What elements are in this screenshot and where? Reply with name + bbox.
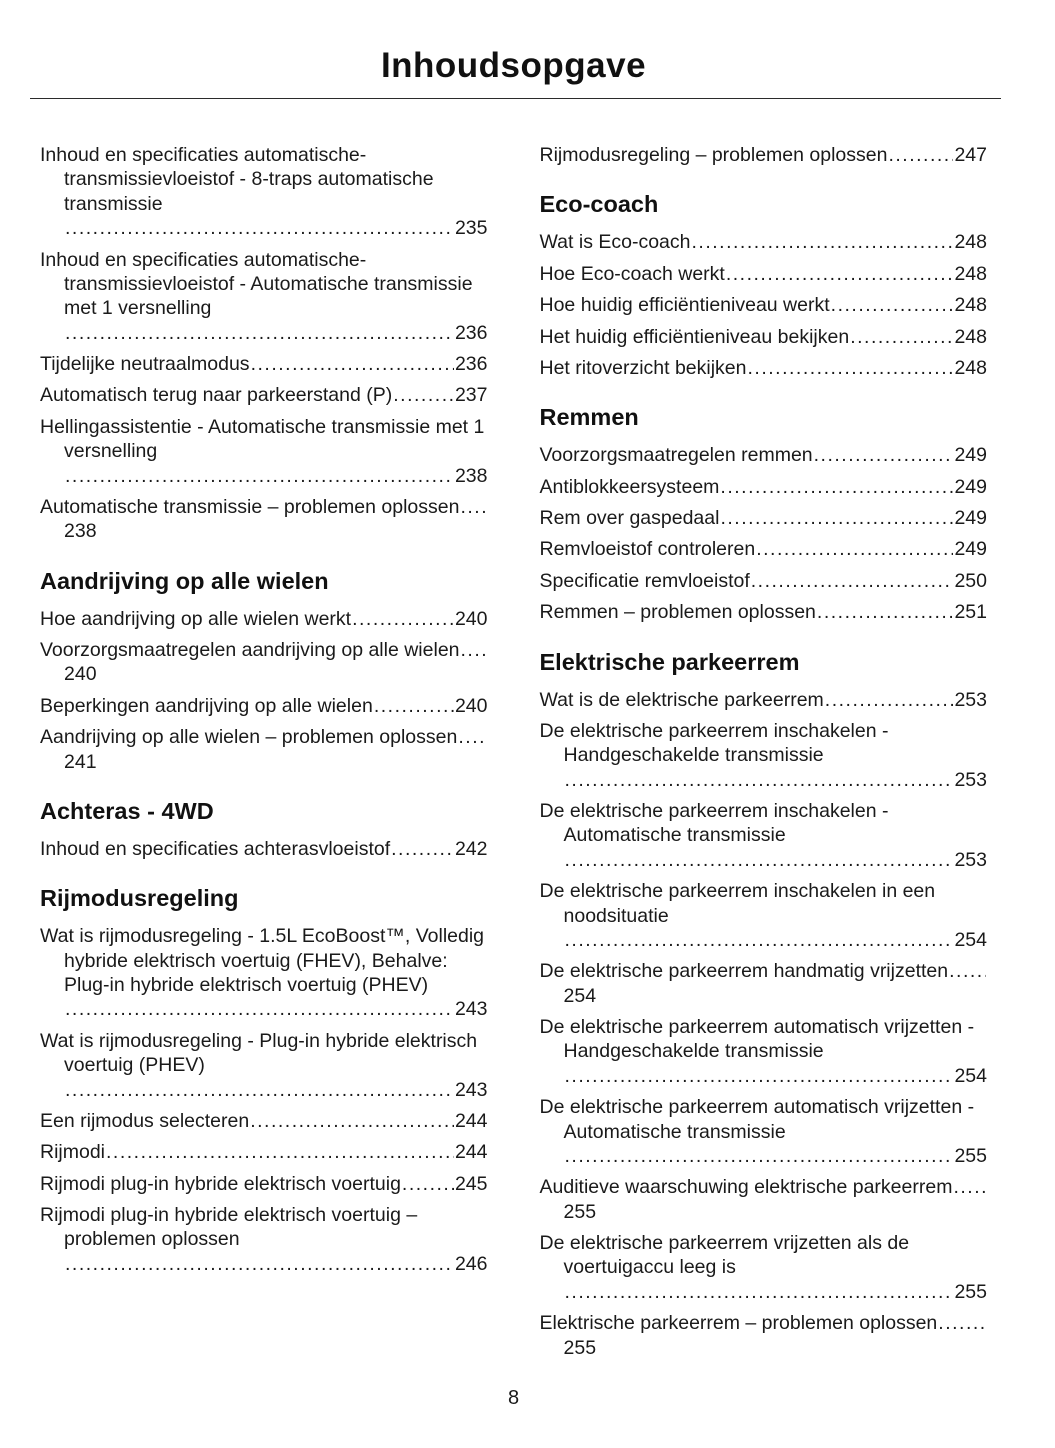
toc-entry-page: 244 [454, 1141, 488, 1164]
dot-leader [461, 638, 487, 662]
dot-leader [817, 600, 954, 624]
toc-entry [540, 293, 988, 317]
toc-entry-page: 236 [454, 353, 488, 375]
dot-leader [756, 537, 953, 561]
toc-entry-title: Automatische transmissie – problemen oplossen [40, 495, 460, 518]
toc-entry-page: 254 [563, 984, 597, 1007]
toc-entry-title: Automatisch terug naar parkeerstand (P) [40, 384, 393, 407]
toc-entry-title: Beperkingen aandrijving op alle wielen [40, 694, 373, 717]
section-heading: Aandrijving op alle wielen [40, 567, 329, 594]
toc-entry-title: De elektrische parkeerrem automatisch vrijzetten - Automatische transmissie [539, 1096, 975, 1143]
toc-entry [540, 600, 988, 624]
toc-entry-page: 248 [954, 294, 987, 317]
dot-leader [250, 1109, 454, 1133]
toc-entry-title: Hoe Eco-coach werkt [539, 262, 725, 285]
toc-entry-page: 254 [954, 928, 987, 951]
toc-entry-page: 248 [954, 325, 987, 348]
dot-leader [251, 352, 454, 376]
toc-entry [540, 1231, 988, 1304]
dot-leader [565, 1144, 954, 1168]
toc-entry [40, 1109, 488, 1133]
toc-entry-title: Auditieve waarschuwing elektrische parkeerrem [539, 1176, 953, 1199]
toc-entry [540, 1095, 988, 1168]
toc-entry-title: Rem over gaspedaal [539, 507, 720, 530]
toc-entry-page: 242 [454, 837, 488, 860]
dot-leader [720, 475, 953, 499]
toc-entry [540, 959, 988, 1008]
toc-entry-title: Inhoud en specificaties achterasvloeistof [40, 837, 391, 860]
toc-entry-title: Inhoud en specificaties automatische-transmissievloeistof - Automatische transmissie met 1 versnelling [40, 248, 473, 320]
toc-entry [40, 1140, 488, 1164]
toc-entry-page: 250 [954, 569, 987, 592]
dot-leader [65, 1078, 454, 1102]
dot-leader [831, 293, 954, 317]
toc-entry-page: 241 [64, 750, 97, 773]
toc-entry [540, 1311, 988, 1360]
page-title: Inhoudsopgave [380, 46, 647, 85]
toc-entry-page: 236 [454, 321, 488, 344]
toc-entry [540, 879, 988, 952]
toc-entry [40, 1203, 488, 1276]
dot-leader [65, 464, 454, 488]
toc-entry-title: Hoe aandrijving op alle wielen werkt [40, 607, 352, 630]
toc-entry-page: 249 [954, 475, 987, 498]
toc-entry [40, 143, 488, 241]
toc-entry [540, 356, 988, 380]
dot-leader [953, 1175, 986, 1199]
toc-entry-page: 253 [954, 848, 987, 871]
dot-leader [374, 694, 454, 718]
toc-entry-page: 245 [454, 1172, 488, 1195]
dot-leader [393, 383, 454, 407]
toc-entry [40, 495, 488, 544]
toc-entry-page: 255 [563, 1336, 597, 1359]
toc-entry [40, 924, 488, 1022]
toc-entry-page: 248 [954, 262, 987, 285]
dot-leader [391, 837, 454, 861]
toc-entry-title: Voorzorgsmaatregelen aandrijving op alle wielen [40, 639, 460, 662]
dot-leader [565, 768, 954, 792]
toc-entry-title: De elektrische parkeerrem inschakelen - Handgeschakelde transmissie [539, 719, 889, 767]
toc-entry-title: De elektrische parkeerrem handmatig vrijzetten [539, 960, 949, 983]
toc-entry-page: 244 [454, 1109, 488, 1132]
toc-entry-title: Antiblokkeersysteem [539, 475, 720, 498]
toc-entry [40, 352, 488, 376]
toc-entry [540, 688, 988, 712]
dot-leader [565, 1280, 954, 1304]
toc-entry-title: Een rijmodus selecteren [40, 1109, 250, 1132]
dot-leader [888, 143, 953, 167]
toc-entry-page: 253 [954, 768, 987, 791]
toc-entry-page: 238 [64, 520, 97, 543]
toc-entry [540, 506, 988, 530]
dot-leader [352, 607, 454, 631]
toc-entry-page: 251 [954, 601, 987, 624]
toc-entry-page: 237 [454, 384, 488, 407]
toc-entry-title: De elektrische parkeerrem vrijzetten als de voertuigaccu leeg is [539, 1232, 910, 1279]
toc-entry-title: Tijdelijke neutraalmodus [40, 353, 250, 375]
toc-entry [540, 1175, 988, 1224]
table-of-contents [40, 143, 987, 1367]
toc-entry [40, 607, 488, 631]
toc-entry-page: 249 [954, 444, 987, 467]
toc-entry-page: 249 [954, 507, 987, 530]
toc-entry-page: 247 [954, 144, 987, 166]
dot-leader [460, 495, 486, 519]
toc-entry-page: 249 [954, 538, 987, 561]
dot-leader [814, 443, 954, 467]
toc-entry-title: Inhoud en specificaties automatische-transmissievloeistof - 8-traps automatische transmissie [40, 144, 434, 215]
toc-entry-page: 255 [954, 1144, 987, 1167]
toc-entry [540, 569, 988, 593]
toc-entry-page: 240 [64, 663, 97, 686]
toc-entry-title: Het ritoverzicht bekijken [539, 356, 747, 379]
dot-leader [850, 325, 953, 349]
toc-entry-title: Specificatie remvloeistof [539, 569, 750, 592]
dot-leader [65, 216, 454, 240]
dot-leader [65, 997, 454, 1021]
toc-entry [40, 694, 488, 718]
toc-entry [40, 383, 488, 407]
toc-entry-title: De elektrische parkeerrem inschakelen - Automatische transmissie [539, 800, 889, 847]
dot-leader [751, 569, 954, 593]
dot-leader [402, 1172, 454, 1196]
title-divider [30, 98, 1001, 99]
toc-entry [540, 143, 988, 167]
toc-entry-page: 255 [954, 1280, 987, 1303]
toc-entry-page: 240 [454, 694, 488, 717]
toc-entry-title: Rijmodi plug-in hybride elektrisch voertuig [40, 1172, 401, 1195]
toc-entry [40, 837, 488, 861]
toc-entry-title: Rijmodusregeling – problemen oplossen [539, 144, 888, 166]
toc-entry [540, 325, 988, 349]
dot-leader [825, 688, 954, 712]
dot-leader [106, 1140, 454, 1164]
toc-entry [540, 443, 988, 467]
page-number: 8 [507, 1387, 520, 1409]
toc-column-left [40, 143, 488, 1367]
dot-leader [65, 1252, 454, 1276]
toc-entry [40, 1029, 488, 1102]
dot-leader [565, 1064, 954, 1088]
section-heading: Elektrische parkeerrem [539, 648, 800, 675]
toc-entry-page: 248 [954, 231, 987, 254]
toc-entry-title: Aandrijving op alle wielen – problemen oplossen [40, 726, 458, 749]
dot-leader [565, 928, 954, 952]
toc-entry [40, 248, 488, 346]
toc-entry-page: 254 [954, 1064, 987, 1087]
section-heading: Achteras - 4WD [40, 797, 214, 824]
toc-entry [540, 1015, 988, 1088]
toc-entry [540, 262, 988, 286]
toc-entry-title: Hoe huidig efficiëntieniveau werkt [539, 294, 830, 317]
toc-entry-title: Het huidig efficiëntieniveau bekijken [539, 325, 850, 348]
page-footer [40, 1369, 987, 1448]
section-heading: Remmen [539, 404, 639, 431]
toc-entry [40, 415, 488, 488]
toc-entry-page: 240 [454, 607, 488, 630]
dot-leader [458, 725, 486, 749]
toc-entry-title: Remvloeistof controleren [539, 538, 756, 561]
toc-entry-title: De elektrische parkeerrem automatisch vrijzetten - Handgeschakelde transmissie [539, 1016, 975, 1063]
toc-entry-title: Hellingassistentie - Automatische transmissie met 1 versnelling [40, 415, 485, 463]
toc-entry-page: 235 [454, 217, 488, 240]
toc-entry [540, 475, 988, 499]
toc-entry-page: 253 [954, 688, 987, 711]
toc-entry [40, 1172, 488, 1196]
toc-entry-page: 255 [563, 1200, 597, 1223]
section-heading: Rijmodusregeling [40, 885, 239, 912]
dot-leader [565, 848, 954, 872]
toc-entry-title: Rijmodi [40, 1141, 106, 1164]
dot-leader [726, 262, 954, 286]
toc-entry-title: Rijmodi plug-in hybride elektrisch voertuig – problemen oplossen [40, 1204, 418, 1251]
toc-column-right [540, 143, 988, 1367]
toc-entry-page: 243 [454, 1078, 488, 1101]
section-heading: Eco-coach [539, 191, 659, 218]
toc-entry [40, 638, 488, 687]
toc-entry-title: Voorzorgsmaatregelen remmen [539, 444, 813, 467]
toc-entry-title: Elektrische parkeerrem – problemen oplossen [539, 1312, 938, 1335]
toc-entry-page: 238 [454, 464, 488, 487]
toc-entry-page: 246 [454, 1252, 488, 1275]
dot-leader [938, 1311, 986, 1335]
toc-entry-title: Wat is Eco-coach [539, 231, 691, 254]
dot-leader [65, 321, 454, 345]
toc-entry [540, 799, 988, 872]
dot-leader [949, 959, 986, 983]
dot-leader [692, 230, 954, 254]
toc-entry [540, 719, 988, 792]
dot-leader [748, 356, 954, 380]
toc-entry-title: Remmen – problemen oplossen [539, 601, 816, 624]
toc-entry [40, 725, 488, 774]
page-header [40, 30, 987, 99]
dot-leader [720, 506, 953, 530]
toc-entry-title: De elektrische parkeerrem inschakelen in een noodsituatie [539, 880, 936, 927]
toc-entry [540, 537, 988, 561]
toc-entry-title: Wat is de elektrische parkeerrem [539, 688, 824, 711]
toc-entry-title: Wat is rijmodusregeling - 1.5L EcoBoost™, Volledig hybride elektrisch voertuig (FHEV), Behalve: Plug-in hybride elektrisch voertuig (PHEV) [40, 925, 485, 997]
toc-entry [540, 230, 988, 254]
toc-entry-page: 243 [454, 998, 488, 1021]
toc-entry-page: 248 [954, 356, 987, 379]
toc-entry-title: Wat is rijmodusregeling - Plug-in hybride elektrisch voertuig (PHEV) [40, 1029, 478, 1077]
